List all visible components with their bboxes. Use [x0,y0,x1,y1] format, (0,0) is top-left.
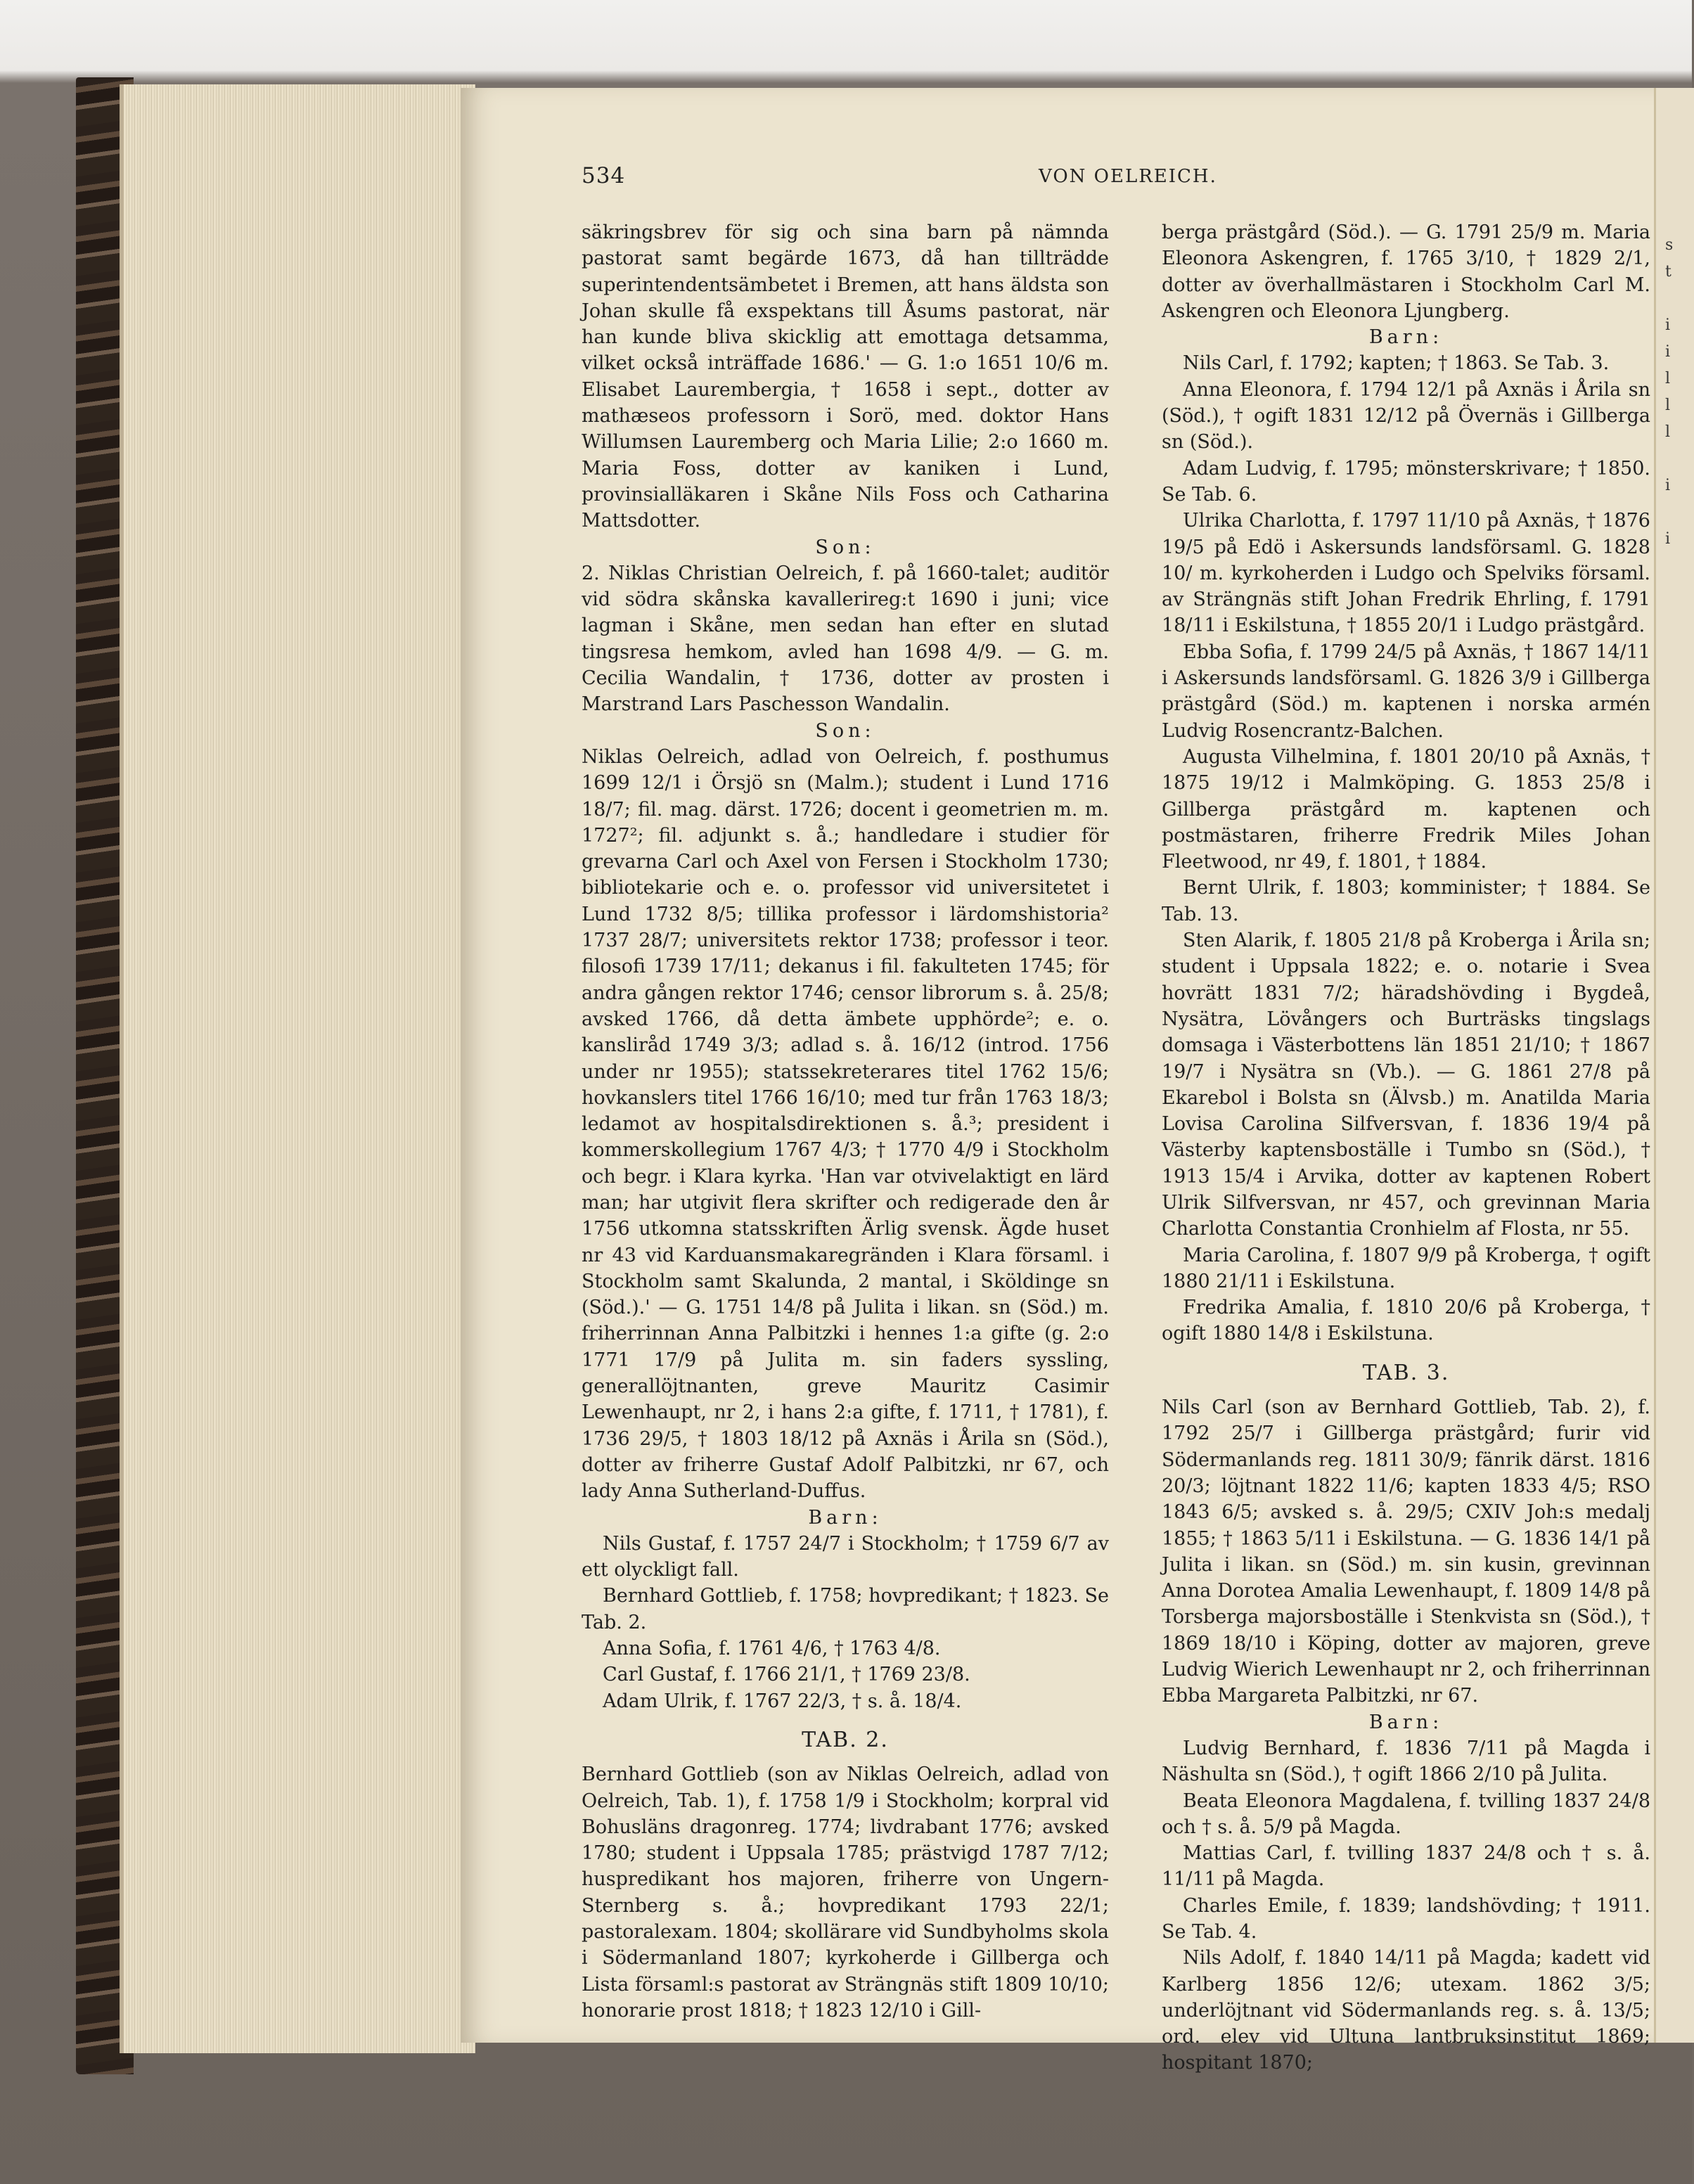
right-column [1162,219,1650,2074]
page-number: 534 [582,163,626,188]
child-entry: Ulrika Charlotta, f. 1797 11/10 på Axnäs, † 1876 19/5 på Edö i Askersunds landsförsaml. G. 1828 10/ m. kyrkoherden i Ludgo och Spelviks församl. av Strängnäs stift Johan Fredrik Ehrling, f. 1791 18/11 i Eskilstuna, † 1855 20/1 i Ludgo prästgård. [1162,510,1650,637]
child-entry: Fredrika Amalia, f. 1810 20/6 på Kroberga, † ogift 1880 14/8 i Eskilstuna. [1162,1297,1650,1345]
child-entry: Adam Ulrik, f. 1767 22/3, † s. å. 18/4. [603,1690,962,1712]
child-entry: Ludvig Bernhard, f. 1836 7/11 på Magda i Näshulta sn (Söd.), † ogift 1866 2/10 på Julita. [1162,1737,1650,1786]
child-entry: Ebba Sofia, f. 1799 24/5 på Axnäs, † 1867 14/11 i Askersunds landsförsaml. G. 1826 3/9 i Gillberga prästgård (Söd.) m. kaptenen i norska armén Ludvig Rosencrantz-Balchen. [1162,641,1650,742]
child-entry: Anna Sofia, f. 1761 4/6, † 1763 4/8. [603,1638,941,1660]
child-entry: Beata Eleonora Magdalena, f. tvilling 1837 24/8 och † s. å. 5/9 på Magda. [1162,1790,1650,1838]
child-entry: Bernt Ulrik, f. 1803; komminister; † 1884. Se Tab. 13. [1162,877,1650,925]
child-entry: Mattias Carl, f. tvilling 1837 24/8 och † s. å. 11/11 på Magda. [1162,1842,1650,1891]
paragraph: 2. Niklas Christian Oelreich, f. på 1660-talet; auditör vid södra skånska kavallerireg:t 1690 i juni; vice lagman i Skåne, men sedan han efter en slutad tingsresa hemkom, avled han 1698 4/9. — G. m. Cecilia Wandalin, † 1736, dotter av prosten i Marstrand Lars Paschesson Wandalin. [582,562,1109,716]
tab-heading: TAB. 2. [802,1727,889,1752]
child-entry: Nils Carl, f. 1792; kapten; † 1863. Se Tab. 3. [1183,352,1610,375]
running-title: VON OELREICH. [1039,166,1217,187]
child-entry: Augusta Vilhelmina, f. 1801 20/10 på Axnäs, † 1875 19/12 i Malmköping. G. 1853 25/8 i Gillberga prästgård m. kaptenen och postmästaren, friherre Fredrik Miles Johan Fleetwood, nr 49, f. 1801, † 1884. [1162,745,1650,873]
left-column [582,219,1109,2022]
child-entry: Adam Ludvig, f. 1795; mönsterskrivare; † 1850. Se Tab. 6. [1162,457,1650,506]
next-page-text: s t i i l l l i i [1665,236,1674,548]
paragraph: säkringsbrev för sig och sina barn på nämnda pastorat samt begärde 1673, då han tillträdde superintendentsämbetet i Bremen, att hans äldsta son Johan skulle få exspektans till Åsums pastorat, när han kunde bliva skicklig att emottaga detsamma, vilket också inträffade 1686.' — G. 1:o 1651 10/6 m. Elisabet Laurembergia, † 1658 i sept., dotter av mathæseos professorn i Sorö, med. doktor Hans Willumsen Lauremberg och Maria Lilie; 2:o 1660 m. Maria Foss, dotter av kaniken i Lund, provinsialläkaren i Skåne Nils Foss och Catharina Mattsdotter. [582,221,1109,532]
child-entry: Maria Carolina, f. 1807 9/9 på Kroberga, † ogift 1880 21/11 i Eskilstuna. [1162,1244,1650,1292]
child-entry: Anna Eleonora, f. 1794 12/1 på Axnäs i Årila sn (Söd.), † ogift 1831 12/12 på Övernäs i Gillberga sn (Söd.). [1162,378,1650,454]
tab-heading: TAB. 3. [1362,1360,1450,1385]
paragraph: Niklas Oelreich, adlad von Oelreich, f. posthumus 1699 12/1 i Örsjö sn (Malm.); student i Lund 1716 18/7; fil. mag. därst. 1726; docent i geometrien m. m. 1727²; fil. adjunkt s. å.; handledare i studier för grevarna Carl och Axel von Fersen i Stockholm 1730; bibliotekarie och e. o. professor vid universitetet i Lund 1732 8/5; tillika professor i lärdomshistoria² 1737 28/7; universitets rektor 1738; professor i teor. filosofi 1739 17/11; dekanus i fil. fakulteten 1745; för andra gången rektor 1746; censor librorum s. å. 25/8; avsked 1766, då detta ämbete upphörde²; e. o. kansliråd 1749 3/3; adlad s. å. 16/12 (introd. 1756 under nr 1955); statssekreterares titel 1762 15/6; hovkanslers titel 1766 16/10; med tur från 1763 18/3; ledamot av hospitalsdirektionen s. å.³; president i kommerskollegium 1767 4/3; † 1770 4/9 i Stockholm och begr. i Klara kyrka. 'Han var otvivelaktigt en lärd man; har utgivit flera skrifter och redigerade den år 1756 utkomna statsskriften Ärlig svensk. Ägde huset nr 43 vid Karduansmakaregränden i Klara församl. i Stockholm samt Skalunda, 2 mantal, i Sköldinge sn (Söd.).' — G. 1751 14/8 på Julita i likan. sn (Söd.) m. friherrinnan Anna Palbitzki i hennes 1:a gifte (g. 2:o 1771 17/9 på Julita m. sin faders syssling, generallöjtnanten, greve Mauritz Casimir Lewenhaupt, nr 2, i hans 2:a gifte, f. 1711, † 1781), f. 1736 29/5, † 1803 18/12 på Axnäs i Årila sn (Söd.), dotter av friherre Gustaf Adolf Palbitzki, nr 67, och lady Anna Sutherland-Duffus. [582,745,1109,1503]
section-heading: Barn: [1368,1711,1444,1733]
page-header [582,163,1636,198]
child-entry: Sten Alarik, f. 1805 21/8 på Kroberga i Årila sn; student i Uppsala 1822; e. o. notarie i Svea hovrätt 1831 7/2; häradshövding i Bygdeå, Nysätra, Lövångers och Burträsks tingslags domsaga i Västerbottens län 1851 21/10; † 1867 19/7 i Nysätra sn (Vb.). — G. 1861 27/8 på Ekarebol i Bolsta sn (Älvsb.) m. Anatilda Maria Lovisa Carolina Silfversvan, f. 1836 19/4 på Västerby kaptensboställe i Tumbo sn (Söd.), † 1913 15/4 i Arvika, dotter av kaptenen Robert Ulrik Silfversvan, nr 457, och grevinnan Maria Charlotta Constantia Cronhielm af Flosta, nr 55. [1162,930,1650,1240]
paragraph: berga prästgård (Söd.). — G. 1791 25/9 m. Maria Eleonora Askengren, f. 1765 3/10, † 1829 2/1, dotter av överhallmästaren i Stockholm Carl M. Askengren och Eleonora Ljungberg. [1162,221,1650,322]
child-entry: Nils Adolf, f. 1840 14/11 på Magda; kadett vid Karlberg 1856 12/6; utexam. 1862 3/5; underlöjtnant vid Södermanlands reg. s. å. 13/5; ord. elev vid Ultuna lantbruksinstitut 1869; hospitant 1870; [1162,1947,1650,2074]
child-entry: Carl Gustaf, f. 1766 21/1, † 1769 23/8. [603,1664,970,1686]
section-heading: Son: [815,719,875,742]
section-heading: Barn: [1368,326,1444,349]
paragraph: Nils Carl (son av Bernhard Gottlieb, Tab. 2), f. 1792 25/7 i Gillberga prästgård; furir vid Södermanlands reg. 1811 30/9; fänrik därst. 1816 20/3; löjtnant 1822 11/6; kapten 1833 4/5; RSO 1843 6/5; avsked s. å. 29/5; CXIV Joh:s medalj 1855; † 1863 5/11 i Eskilstuna. — G. 1836 14/1 på Julita i likan. sn (Söd.) m. sin kusin, grevinnan Anna Dorotea Amalia Lewenhaupt, f. 1809 14/8 på Torsberga majorsboställe i Stenkvista sn (Söd.), † 1869 18/10 i Köping, dotter av majoren, greve Ludvig Wierich Lewenhaupt nr 2, och friherrinnan Ebba Margareta Palbitzki, nr 67. [1162,1396,1650,1707]
section-heading: Son: [815,536,875,558]
child-entry: Nils Gustaf, f. 1757 24/7 i Stockholm; † 1759 6/7 av ett olyckligt fall. [582,1532,1109,1581]
child-entry: Charles Emile, f. 1839; landshövding; † 1911. Se Tab. 4. [1162,1894,1650,1943]
section-heading: Barn: [808,1506,883,1529]
child-entry: Bernhard Gottlieb, f. 1758; hovpredikant; † 1823. Se Tab. 2. [582,1585,1109,1633]
page-edges [120,84,475,2053]
paragraph: Bernhard Gottlieb (son av Niklas Oelreich, adlad von Oelreich, Tab. 1), f. 1758 1/9 i Stockholm; korpral vid Bohusläns dragonreg. 1774; livdrabant 1776; avsked 1780; student i Uppsala 1785; prästvigd 1787 7/12; huspredikant hos majoren, friherre von Ungern-Sternberg s. å.; hovpredikant 1793 22/1; pastoralexam. 1804; skollärare vid Sundbyholms skola i Södermanland 1807; kyrkoherde i Gillberga och Lista församl:s pastorat av Strängnäs stift 1809 10/10; honorarie prost 1818; † 1823 12/10 i Gill- [582,1764,1109,2022]
